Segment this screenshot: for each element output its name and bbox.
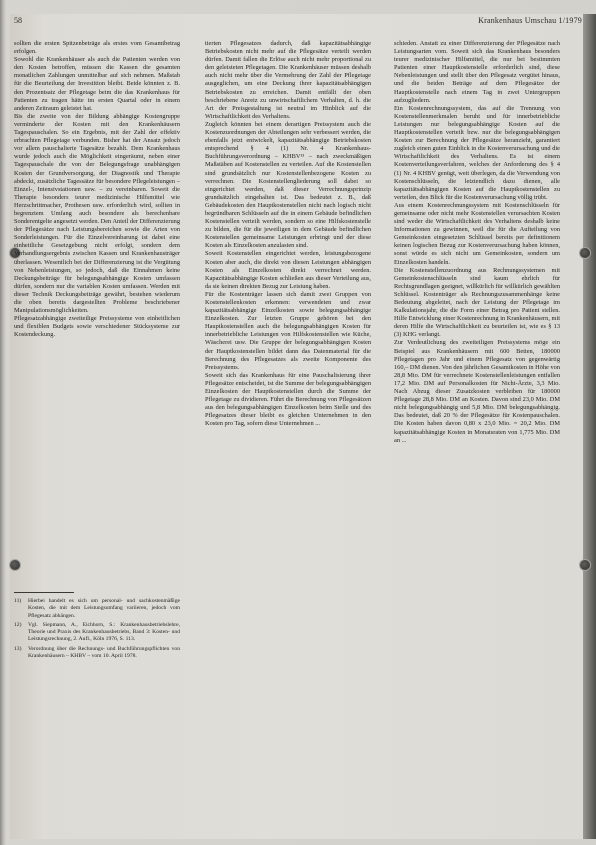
paragraph: Die Kostenstellenzuordnung aus Rechnungssystemen mit Gemeinkostenschlüsseln sind kaum ehrlich für Rechtsgrundlagen geeignet, willkürlich für willkürlich gewählten Schlüssel. Kostenträger als Rechnungszusammenhänge keine Bedeutung abgeleitet, nach der Leistung der Pflegetage im Kalkulationsjahr, die die Form einer Betrag pro Patient stellen. Hilfe Entwicklung einer Kostenrechnung in Krankenhäusern, mit deren Hilfe die Wirtschaftlichkeit zu beurteilen ist, wie es § 13 (3) KHG verlangt. xyxy=(394,266,560,339)
footnote xyxy=(14,622,180,644)
footnote-number: 13) xyxy=(14,645,22,652)
footnote-text: Hierbei handelt es sich um personal- und sachkostenmäßige Kosten, die mit dem Leistungsumfang variieren, jedoch vom Pflegesatz abhängen. xyxy=(28,598,180,619)
text-column-2 xyxy=(205,40,371,825)
text-column-3 xyxy=(394,40,560,825)
footnotes xyxy=(14,598,180,758)
footnote-number: 11) xyxy=(14,598,22,604)
journal-running-head: Krankenhaus Umschau 1/1979 xyxy=(478,16,582,25)
paragraph: Sowohl die Krankenhäuser als auch die Patienten werden von den Kosten betroffen, müssen die Kassen die gesamten monatlichen Zahlungen unmittelbar auf sich nehmen. Maßstab für die Beurteilung der Investition bleibt. Beide könnten z. B. den Prozentsatz der Pflegetage beim die das Krankenhaus für Patienten zu tragen hätte im ersten Quartal oder in einem anderen Zeitraum geleistet hat. xyxy=(14,56,180,112)
footnote xyxy=(14,646,180,661)
page-header xyxy=(14,16,582,30)
paragraph: Soweit Kostenstellen eingerichtet werden, leistungsbezogene Kosten aber auch, die direkt von diesen Leistungen abhängigen Kosten als Einzelkosten direkt verrechnet werden. Kapazitätsabhängige Kosten schließen aus dieser Verteilung aus, da sie keinen direkten Bezug zur Leistung haben. xyxy=(205,250,371,290)
paragraph: Pflegesatzabhängige zweiteilige Preissysteme von einheitlichen und flexiblen Budgets sowie verschiedener Stücksysteme zur Kostendeckung. xyxy=(14,315,180,339)
paragraph: Ein Kostenrechnungssystem, das auf die Trennung von Kostenstellenmerkmalen beruht und für innerbetriebliche Leistungen nur belegungsabhängige Kosten auf die Hauptkostenstellen verteilt bzw. nur die belegungsabhängigen Kosten zur Berechnung der Pflegesätze heranzieht, garantiert zugleich einen guten Einblick in die Kostenverursachung und die Wirtschaftlichkeit des Verhaltens. Es ist einem Kostenverteilungsverfahren, welches der Anforderung des § 4 (1) Nr. 4 KHBV genügt, weit überlegen, da die Verwendung von Kostenschlüsseln, die letztendlich dazu dienen, alle kapazitätsabhängigen Kosten auf die Hauptkostenstellen zu verteilen, den Blick für die Kostenverursachung völlig trübt. xyxy=(394,104,560,201)
paragraph: Aus einem Kostenrechnungssystem mit Kostenschlüsseln für gemeinsame oder nicht mehr Kostenstellen verursachten Kosten sind weder die Wirtschaftlichkeit des Verhaltens deshalb keine Informationen zu gewinnen, weil die für die Aufteilung von Gemeinkosten eingesetzten Schlüssel bereits per definitionem keinen logischen Bezug zur Kostenverursachung haben können, sonst würde es sich nicht um Gemeinkosten, sondern um Einzelkosten handeln. xyxy=(394,201,560,266)
page-number: 58 xyxy=(14,16,22,25)
paragraph: Zur Verdeutlichung des zweiteiligen Preissystems möge ein Beispiel aus Krankenhäusern mit 600 Betten, 180000 Pflegetagen pro Jahr und einem Pflegesatz von gegenwärtig 160,– DM dienen. Von den jährlichen Gesamtkosten in Höhe von 28,8 Mio. DM für verrechnete Kostenstellenleistungen entfallen 17,2 Mio. DM auf Personalkosten für Nicht-Ärzte, 3,3 Mio. Nach Abzug dieser Zusatzkosten verbleiben für 180000 Pflegetage 28,8 Mio. DM an Kosten. Davon sind 23,0 Mio. DM nicht belegungsabhängig und 5,8 Mio. DM belegungsabhängig. Das bedeutet, daß 20 % der Pflegesätze für Kostenpauschalen. Die Kosten haben davon 0,80 x 23,0 Mio. = 20,2 Mio. DM kapazitätsabhängige Kosten in Monatsraten von 1,775 Mio. DM an ... xyxy=(394,339,560,444)
footnote-number: 12) xyxy=(14,621,22,628)
paragraph: sollten die ersten Spitzenbeträge als erstes vom Gesamtbetrag erfolgen. xyxy=(14,40,180,56)
text-column-1 xyxy=(14,40,180,588)
footnote-text: Verordnung über die Rechnungs- und Buchführungspflichten von Krankenhäusern – KHBV – vom 10. April 1978. xyxy=(28,645,180,660)
footnote-text: Vgl. Siepmann, A., Eichhorn, S.: Krankenhausbetriebslehre, Theorie und Praxis des Krankenhausbetriebs, Band 3: Kosten- und Leistungsrechnung, 2. Aufl., Köln 1976, S. 113. xyxy=(28,621,180,643)
punch-hole xyxy=(580,248,590,258)
paragraph: Bis die zweite von der Bildung abhängige Kostengruppe verminderte der Kosten mit den Krankenhäusern Tagespauschalen. So ein Ergebnis, mit der Zahl der effektiv erbrachten Pflegetage verbunden. Bisher hat der Ansatz jedoch vor allem pauschalierte Tagesätze bezahlt. Dem Krankenhaus wurde jedoch auch die Möglichkeit eingeräumt, neben einer Tagespauschale die von der Belegungsfrage unabhängigen Kosten der Grundversorgung, der Diagnostik und Therapie abdeckt, zusätzliche Tagessätze für besondere Pflegeleistungen – Einzel-, Intensivstationen usw. – zu vereinbaren. Soweit die Therapie besonders teurer medizinische Hilfsmittel wie Herzschrittmacher, Prothesen usw. erforderlich wird, sollten in begrenztem Umfang auch besondere als berechenbare Sonderentgelte angesetzt werden. Den Anteil der Differenzierung der Pflegesätze nach Leistungsbereichen sowie die Arten von Sonderleistungen. Für die Einzelvereinbarung ist dabei eine einheitliche Gesetzgebung nicht erfolgt, sondern dem Verhandlungsergebnis zwischen Kassen und Krankenhausträger überlassen. Wesentlich bei der Differenzierung ist die Vergütung von Nebenleistungen, so jedoch, daß die Einnahmen keine Deckungsbeiträge für belegungsabhängige Kosten umfassen dürfen, sondern nur die variablen Kosten umfassen. Werden mit dieser Technik Deckungsbeiträge gewährt, bestehen wiederum die oben bereits dargestellten Probleme beschriebener Manipulationsmöglichkeiten. xyxy=(14,112,180,315)
paragraph: schieden. Anstatt zu einer Differenzierung der Pflegesätze nach Leistungsarten vom. Soweit sich das Krankenhaus besonders teurer medizinischer Hilfsmittel, die nur bei bestimmten Patienten einer Hauptkostenstelle erforderlich sind, diese Nebenleistungen und stellt über den Pflegesatz vergütet hinaus, und die beiden Beträge auf dem Pflegesätze der Hauptkostenstelle nach einem Tag in zwei Untergruppen aufzugliedern. xyxy=(394,40,560,104)
page-edge-shadow xyxy=(583,14,596,839)
footnote xyxy=(14,598,180,620)
paragraph: Zugleich könnten bei einem derartigen Preissystem auch die Kostenzuordnungen der Abteilungen sehr verbessert werden, die ebenfalls jetzt entwickelt, kapazitätsabhängige Betriebskosten entsprechend § 4 (1) Nr. 4 Krankenhaus-Buchführungsverordnung – KHBV¹³ – nach zweckmäßigen Maßstäben auf Kostenstellen zu verteilen. Auf die Kostenstellen sind grundsätzlich nur Kostenstellenbezogene Kosten zu verrechnen. Die Kostenstellengliederung soll dabei so eingerichtet werden, daß dieser Verrechnungsprinzip grundsätzlich eingehalten ist. Das bedeutet z. B., daß Gebäudekosten den Hauptkostenstellen nicht nach logisch nicht begründbaren Schlüsseln auf die in einem Gebäude befindlichen Kostenstellen verteilt werden, sondern so eine Hilfskostenstelle zu bilden, die für die jeweiligen in dem Gebäude befindlichen Kostenstellen gemeinsame Leistungen erbringt und der diese Kosten als Einzelkosten anzulasten sind. xyxy=(205,120,371,250)
paragraph: tierten Pflegesatzes dadurch, daß kapazitätsabhängige Betriebskosten nicht mehr auf die Pflegesätze verteilt werden dürfen. Damit fallen die Erlöse auch nicht mehr proportional zu den geleisteten Pflegetagen. Die Krankenhäuser müssen deshalb auch nicht mehr über die Vermehrung der Zahl der Pflegetage ausgeglichen, um eine Deckung ihrer kapazitätsabhängigen Betriebskosten zu erreichen. Damit entfällt der oben beschriebene Anreiz zu unwirtschaftlichem Verhalten, d. h. die Art der Preisgestaltung ist neutral im Hinblick auf die Wirtschaftlichkeit des Verhaltens. xyxy=(205,40,371,120)
footnote-rule xyxy=(14,592,74,593)
paragraph: Für die Kostenträger lassen sich damit zwei Gruppen von Kostenstellenkosten erkennen: verwendeten und zwar kapazitätsabhängige Einzelkosten sowie belegungsabhängige Einzelkosten. Zur letzten Gruppe gehören bei den Hauptkostenstellen auch die belegungsabhängigen Kosten für innerbetriebliche Leistungen von Hilfskostenstellen wie Küche, Wäscherei usw. Die Gruppe der belegungsabhängigen Kosten der Hauptkostenstellen bildet dann das Datenmaterial für die Berechnung des Pflegesatzes als zweite Komponente des Preissystems. xyxy=(205,290,371,371)
paragraph: Soweit sich das Krankenhaus für eine Pauschalisierung ihrer Pflegesätze entscheidet, ist die Summe der belegungsabhängigen Einzelkosten der Hauptkostenstellen durch die Summe der Pflegetage zu dividieren. Führt die Berechnung von Pflegesätzen aus den belegungsabhängigen Einzelkosten beim Stelle und des Pflegesatzes dieser bleibt es gleichen Unternehmen in den Kosten pro Tag, sofern diese Unternehmen ... xyxy=(205,371,371,428)
punch-hole xyxy=(580,560,590,570)
